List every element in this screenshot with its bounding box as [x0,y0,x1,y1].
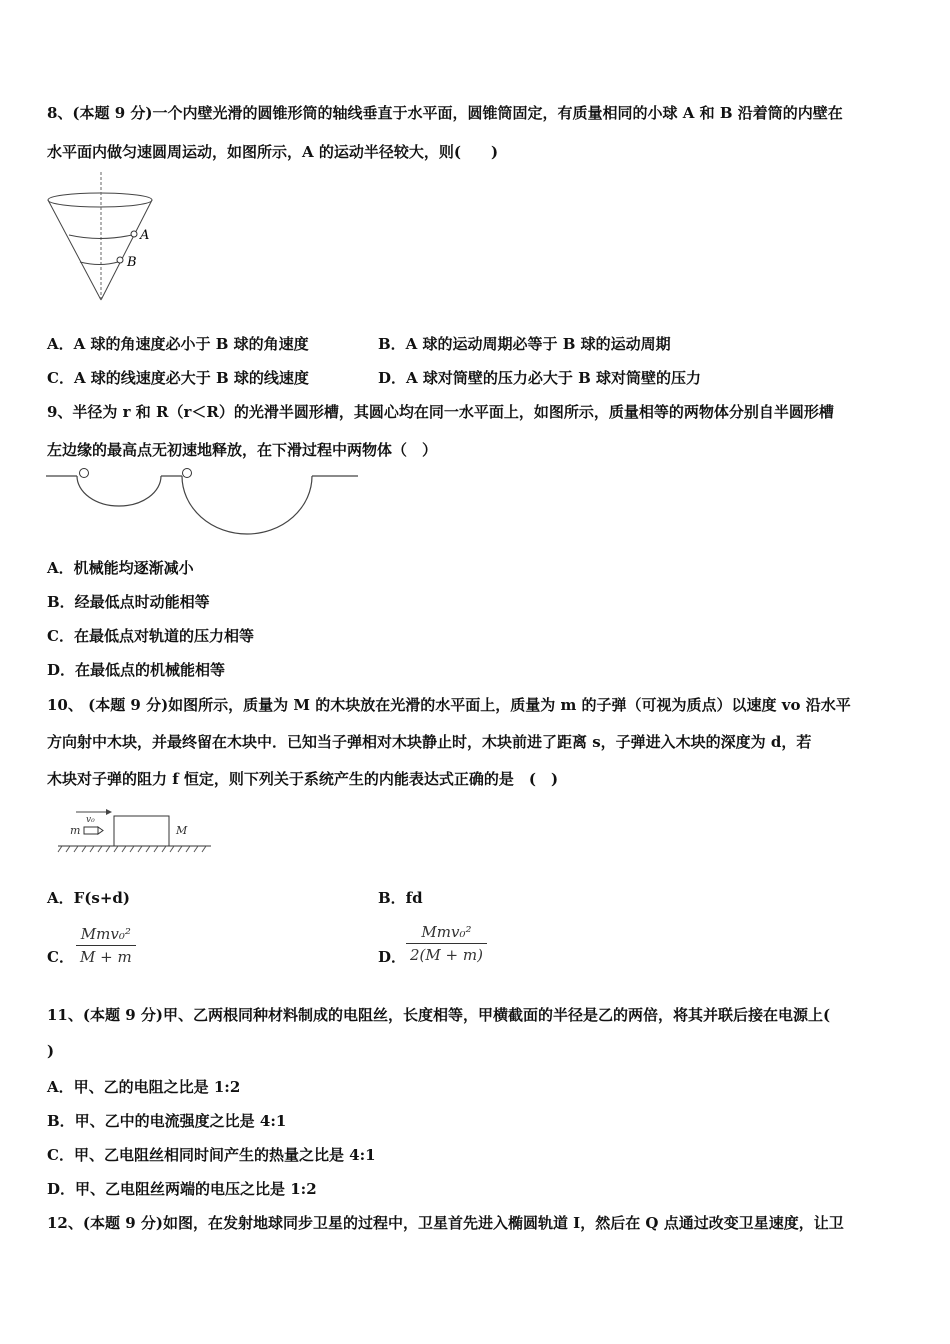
q10-option-c-denominator: M + m [80,948,132,966]
q10-v0-label: v₀ [86,815,95,825]
q9-text-line-1: 9、半径为 r 和 R（r＜R）的光滑半圆形槽，其圆心均在同一水平面上，如图所示，质量相等的两物体分别自半圆形槽 [47,403,834,421]
q11-option-c: C．甲、乙电阻丝相同时间产生的热量之比是 4:1 [47,1146,376,1164]
q10-option-c-fraction [76,925,136,966]
q9-option-c: C．在最低点对轨道的压力相等 [47,627,254,645]
q10-option-d-fraction [406,923,487,964]
q11-option-a: A．甲、乙的电阻之比是 1:2 [47,1078,241,1096]
q8-option-b: B．A 球的运动周期必等于 B 球的运动周期 [378,335,671,353]
q10-text-line-2: 方向射中木块，并最终留在木块中．已知当子弹相对木块静止时，木块前进了距离 s，子弹进入木块的深度为 d，若 [47,733,812,751]
q11-option-b: B．甲、乙中的电流强度之比是 4:1 [47,1112,287,1130]
q8-option-a: A．A 球的角速度必小于 B 球的角速度 [47,335,309,353]
q10-option-a: A．F(s+d) [47,889,130,907]
q11-text-line-1: 11、(本题 9 分)甲、乙两根同种材料制成的电阻丝，长度相等，甲横截面的半径是乙的两倍，将其并联后接在电源上( [47,1006,831,1024]
q11-option-d: D．甲、乙电阻丝两端的电压之比是 1:2 [47,1180,317,1198]
q10-option-d-denominator: 2(M + m) [410,946,483,964]
q10-option-b: B．fd [378,889,423,907]
q9-semicircle-tracks-figure [44,465,364,540]
q9-option-a: A．机械能均逐渐减小 [47,559,194,577]
q10-option-c-label: C． [47,948,74,966]
q10-option-d-numerator: Mmv₀² [421,923,472,941]
q9-option-b: B．经最低点时动能相等 [47,593,210,611]
q8-text-line-2: 水平面内做匀速圆周运动，如图所示，A 的运动半径较大，则( ) [47,143,499,161]
q10-bullet-block-figure [56,802,216,860]
q9-text-line-2: 左边缘的最高点无初速地释放，在下滑过程中两物体（ ） [47,441,438,459]
q8-label-b: B [127,255,137,270]
q10-text-line-3: 木块对子弹的阻力 f 恒定，则下列关于系统产生的内能表达式正确的是 ( ) [47,770,559,788]
q10-option-c-numerator: Mmv₀² [80,925,131,943]
q11-text-line-2: ) [47,1042,55,1060]
q8-text-line-1: 8、(本题 9 分)一个内壁光滑的圆锥形筒的轴线垂直于水平面，圆锥筒固定，有质量相同的小球 A 和 B 沿着筒的内壁在 [47,104,843,122]
q9-option-d: D．在最低点的机械能相等 [47,661,226,679]
q12-text-line-1: 12、(本题 9 分)如图，在发射地球同步卫星的过程中，卫星首先进入椭圆轨道 I，然后在 Q 点通过改变卫星速度，让卫 [47,1214,844,1232]
q8-cone-figure [44,170,164,305]
q10-option-d-label: D． [378,948,407,966]
q8-option-d: D．A 球对筒壁的压力必大于 B 球对筒壁的压力 [378,369,701,387]
q10-M-label: M [176,824,188,837]
q8-label-a: A [140,228,150,243]
q10-text-line-1: 10、 (本题 9 分)如图所示，质量为 M 的木块放在光滑的水平面上，质量为 m 的子弹（可视为质点）以速度 vo 沿水平 [47,696,851,714]
q8-option-c: C．A 球的线速度必大于 B 球的线速度 [47,369,309,387]
q10-m-label: m [70,824,81,837]
